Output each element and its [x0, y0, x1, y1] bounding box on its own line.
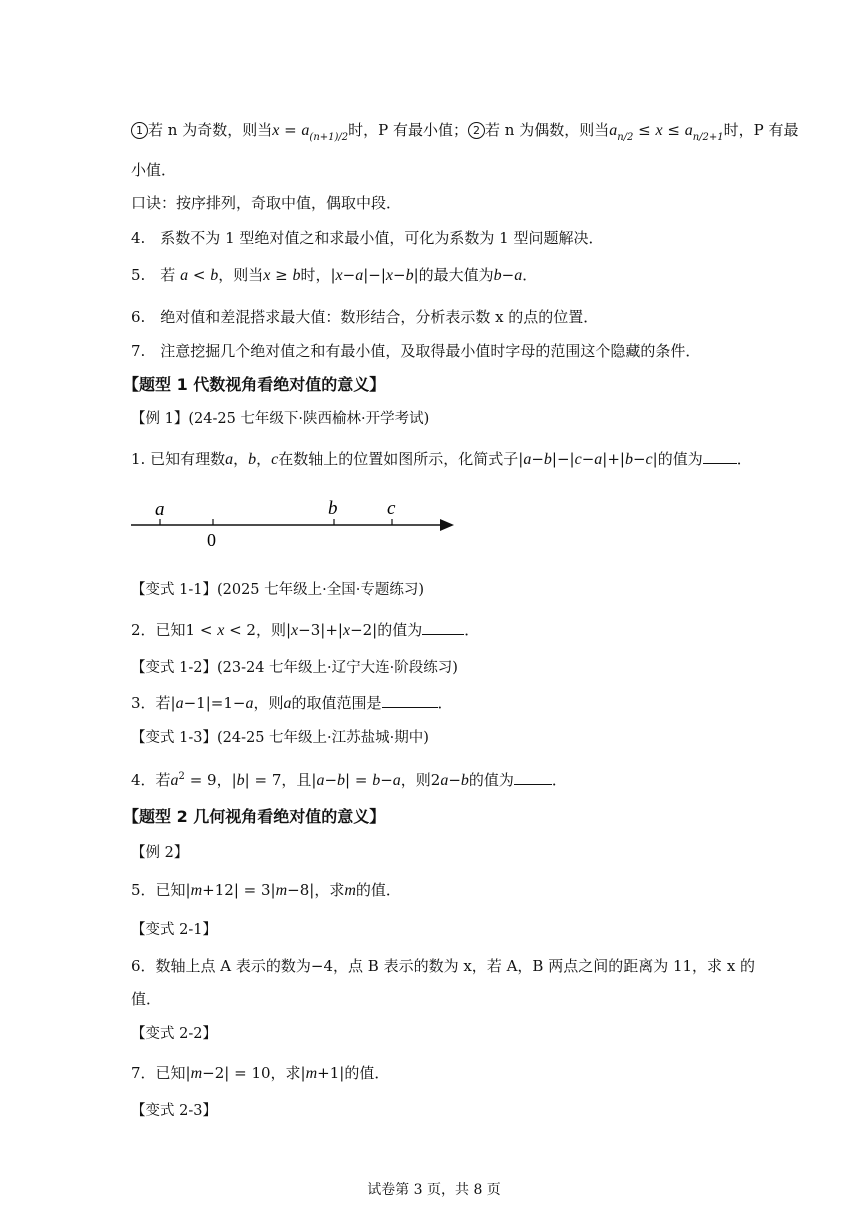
answer-blank[interactable]	[422, 620, 464, 635]
question-5: 5．已知|m+12| = 3|m−8|，求m的值．	[131, 881, 401, 899]
mnemonic: 口诀：按序排列，奇取中值，偶取中段．	[131, 194, 402, 212]
answer-blank[interactable]	[703, 449, 737, 464]
answer-blank[interactable]	[382, 693, 438, 708]
item-4: 4. 系数不为 1 型绝对值之和求最小值，可化为系数为 1 型问题解决．	[131, 229, 604, 247]
label-c: c	[387, 498, 396, 519]
question-4: 4．若$a^2 = 9$，|b| = 7，且|a−b| = b−a，则2a−b的值为 ．	[131, 771, 567, 789]
number-line-figure	[128, 494, 468, 554]
label-origin: 0	[207, 530, 216, 550]
variant-2-1-meta: 【变式 2-1】	[131, 922, 217, 938]
answer-blank[interactable]	[514, 770, 552, 785]
variant-1-3-meta: 【变式 1-3】(24-25 七年级上·江苏盐城·期中)	[131, 730, 429, 746]
circled-number-2: 2	[468, 122, 485, 139]
label-b: b	[328, 498, 338, 519]
variant-1-1-meta: 【变式 1-1】(2025 七年级上·全国·专题练习)	[131, 582, 425, 598]
question-6-line-1: 6．数轴上点 A 表示的数为−4，点 B 表示的数为 x，若 A，B 两点之间的距离为 11，求 x 的	[131, 957, 756, 975]
label-a: a	[155, 499, 165, 520]
question-2: 2．已知1 < x < 2，则|x−3|+|x−2|的值为 ．	[131, 621, 480, 639]
question-3: 3．若|a−1|=1−a，则a的取值范围是 ．	[131, 694, 453, 712]
section-1-title: 【题型 1 代数视角看绝对值的意义】	[123, 375, 386, 394]
number-line-arrow	[440, 519, 454, 531]
item-7: 7. 注意挖掘几个绝对值之和有最小值，及取得最小值时字母的范围这个隐藏的条件．	[131, 342, 701, 360]
question-6-line-2: 值．	[131, 990, 162, 1008]
example-1-meta: 【例 1】(24-25 七年级下·陕西榆林·开学考试)	[131, 411, 430, 427]
circled-number-1: 1	[131, 122, 148, 139]
variant-1-2-meta: 【变式 1-2】(23-24 七年级上·辽宁大连·阶段练习)	[131, 660, 458, 676]
variant-2-3-meta: 【变式 2-3】	[131, 1103, 217, 1119]
example-2-meta: 【例 2】	[131, 845, 189, 861]
page-footer: 试卷第 3 页，共 8 页	[367, 1182, 501, 1198]
section-2-title: 【题型 2 几何视角看绝对值的意义】	[123, 807, 386, 826]
question-1: 1. 已知有理数a，b，c在数轴上的位置如图所示，化简式子|a−b|−|c−a|+|b−c|的值为 ．	[131, 450, 752, 468]
note-line-1: 1 若 n 为奇数，则当$x = a_{(n+1)/2}$时，P 有最小值； 2 若 n 为偶数，则当$a_{n/2} \le x \le a_{n/2+1}$时，P 有最	[131, 120, 799, 148]
note-line-2: 小值．	[131, 161, 177, 179]
question-7: 7．已知|m−2| = 10，求|m+1|的值．	[131, 1064, 390, 1082]
item-5: 5. 若 a < b，则当x ≥ b时，|x−a|−|x−b|的最大值为b−a．	[131, 266, 538, 284]
variant-2-2-meta: 【变式 2-2】	[131, 1026, 217, 1042]
item-6: 6. 绝对值和差混搭求最大值：数形结合，分析表示数 x 的点的位置．	[131, 308, 599, 326]
